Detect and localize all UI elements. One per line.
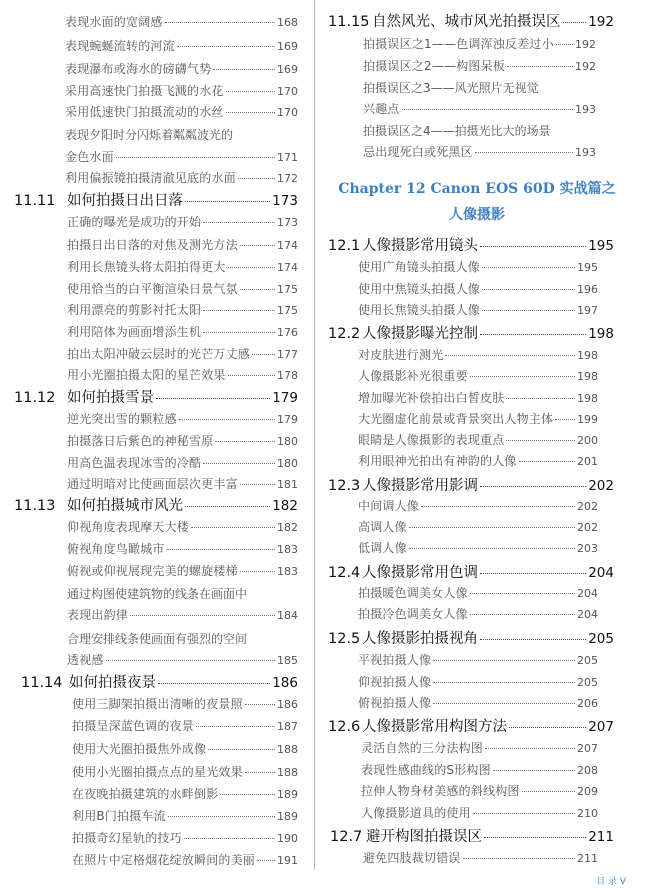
page-number: 199 — [577, 413, 598, 426]
page-number: 189 — [277, 788, 298, 801]
toc-entry[interactable]: 增加曝光补偿拍出白皙皮肤 198 — [358, 391, 598, 405]
toc-entry[interactable]: 利用陪体为画面增添生机 176 — [67, 325, 298, 339]
page-number: 187 — [277, 720, 298, 733]
toc-entry[interactable]: 眼睛是人像摄影的表现重点 200 — [358, 433, 598, 447]
toc-section-12-6[interactable]: 12.6 人像摄影常用构图方法 207 — [328, 719, 614, 735]
toc-entry[interactable]: 平视拍摄人像 205 — [358, 653, 598, 667]
toc-entry[interactable]: 人像摄影补光很重要 198 — [358, 369, 598, 383]
page-number: 191 — [277, 854, 298, 867]
toc-entry[interactable]: 使用小光圈拍摄点点的星光效果 188 — [72, 765, 298, 779]
page-number: 174 — [277, 239, 298, 252]
toc-entry[interactable]: 在照片中定格烟花绽放瞬间的美丽 191 — [72, 853, 298, 867]
page-number: 202 — [588, 478, 614, 494]
toc-entry[interactable]: 表现出韵律 184 — [67, 608, 298, 622]
page-number: 180 — [277, 457, 298, 470]
toc-entry[interactable]: 拍摄暖色调美女人像 204 — [358, 586, 598, 600]
page-number: 198 — [577, 370, 598, 383]
toc-entry[interactable]: 中间调人像 202 — [358, 499, 598, 513]
toc-entry[interactable]: 利用漂亮的剪影衬托太阳 175 — [67, 303, 298, 317]
toc-entry[interactable]: 用小光圈拍摄太阳的星芒效果 178 — [67, 368, 298, 382]
toc-section-11-12[interactable]: 11.12 如何拍摄雪景 179 — [14, 390, 298, 406]
page-number: 183 — [277, 543, 298, 556]
page-number: 208 — [577, 764, 598, 777]
page-number: 192 — [588, 14, 614, 30]
toc-entry[interactable]: 用高色温表现冰雪的冷酷 180 — [67, 456, 298, 470]
page-number: 172 — [277, 172, 298, 185]
toc-entry[interactable]: 俯视或仰视展现完美的螺旋楼梯 183 — [67, 564, 298, 578]
toc-section-11-15[interactable]: 11.15 自然风光、城市风光拍摄误区 192 — [328, 14, 614, 30]
toc-section-12-2[interactable]: 12.2 人像摄影曝光控制 198 — [328, 326, 614, 342]
page-number: 202 — [577, 500, 598, 513]
page-number: 188 — [277, 743, 298, 756]
toc-section-11-14[interactable]: 11.14 如何拍摄夜景 186 — [21, 675, 298, 691]
toc-entry[interactable]: 使用广角镜头拍摄人像 195 — [358, 260, 598, 274]
toc-entry[interactable]: 高调人像 202 — [358, 520, 598, 534]
toc-entry[interactable]: 避免四肢裁切错误 211 — [363, 851, 598, 865]
page-number: 169 — [277, 40, 298, 53]
toc-entry[interactable]: 拍出太阳冲破云层时的光芒万丈感 177 — [67, 347, 298, 361]
toc-entry[interactable]: 利用眼神光拍出有神韵的人像 201 — [358, 454, 598, 468]
toc-entry[interactable]: 大光圈虚化前景或背景突出人物主体 199 — [358, 412, 598, 426]
page-number: 185 — [277, 654, 298, 667]
page-number: 192 — [575, 60, 596, 73]
toc-section-11-11[interactable]: 11.11 如何拍摄日出日落 173 — [14, 193, 298, 209]
page-number: 183 — [277, 565, 298, 578]
page-number: 204 — [577, 608, 598, 621]
toc-entry[interactable]: 使用大光圈拍摄焦外成像 188 — [72, 742, 298, 756]
page-number: 170 — [277, 85, 298, 98]
page-number: 198 — [577, 349, 598, 362]
page-number: 186 — [272, 675, 298, 691]
page-number: 173 — [277, 216, 298, 229]
page-number: 193 — [575, 146, 596, 159]
page-number: 173 — [272, 193, 298, 209]
page-number: 186 — [277, 698, 298, 711]
page-number: 198 — [588, 326, 614, 342]
toc-section-12-3[interactable]: 12.3 人像摄影常用影调 202 — [328, 478, 614, 494]
page-number: 175 — [277, 304, 298, 317]
toc-entry[interactable]: 表现蜿蜒流转的河流 169 — [65, 39, 298, 53]
toc-entry[interactable]: 兴趣点 193 — [363, 102, 596, 116]
page-number: 209 — [577, 785, 598, 798]
toc-entry[interactable]: 拍摄误区之1——色调浑浊反差过小 192 — [363, 37, 596, 51]
toc-entry[interactable]: 在夜晚拍摄建筑的水畔倒影 189 — [72, 787, 298, 801]
page-number: 177 — [277, 348, 298, 361]
page-number: 203 — [577, 542, 598, 555]
toc-entry-line1[interactable]: 合理安排线条使画面有强烈的空间 — [67, 632, 248, 646]
page-number: 180 — [277, 435, 298, 448]
page-number: 201 — [577, 455, 598, 468]
page-number: 207 — [588, 719, 614, 735]
toc-entry[interactable]: 表现性感曲线的S形构图 208 — [361, 763, 598, 777]
page-number: 202 — [577, 521, 598, 534]
page-number: 189 — [277, 810, 298, 823]
toc-section-11-13[interactable]: 11.13 如何拍摄城市风光 182 — [14, 498, 298, 514]
page-number: 195 — [577, 261, 598, 274]
toc-entry-line1[interactable]: 表现夕阳时分闪烁着粼粼波光的 — [65, 128, 234, 142]
page-number: 211 — [588, 829, 614, 845]
toc-entry[interactable]: 利用B门拍摄车流 189 — [72, 809, 298, 823]
column-divider — [314, 0, 315, 870]
toc-entry[interactable]: 金色水面 171 — [65, 150, 298, 164]
toc-entry[interactable]: 忌出现死白或死黑区 193 — [363, 145, 596, 159]
page-number: 205 — [577, 676, 598, 689]
toc-entry[interactable]: 仰视拍摄人像 205 — [358, 675, 598, 689]
page-number: 182 — [277, 521, 298, 534]
page-number: 205 — [588, 631, 614, 647]
page-number: 179 — [272, 390, 298, 406]
toc-entry[interactable]: 表现瀑布或海水的磅礴气势 169 — [65, 62, 298, 76]
toc-entry[interactable]: 使用中焦镜头拍摄人像 196 — [358, 282, 598, 296]
toc-entry[interactable]: 拉伸人物身材美感的斜线构图 209 — [361, 784, 598, 798]
page-footer: 目 录 V — [596, 877, 626, 887]
toc-entry[interactable]: 对皮肤进行测光 198 — [358, 348, 598, 362]
toc-entry[interactable]: 使用长焦镜头拍摄人像 197 — [358, 303, 598, 317]
toc-entry[interactable]: 正确的曝光是成功的开始 173 — [67, 215, 298, 229]
page-number: 192 — [575, 38, 596, 51]
page-number: 179 — [277, 413, 298, 426]
toc-entry[interactable]: 使用恰当的白平衡渲染日景气氛 175 — [67, 282, 298, 296]
toc-entry[interactable]: 灵活自然的三分法构图 207 — [361, 741, 598, 755]
toc-entry-line1[interactable]: 拍摄误区之4——拍摄光比大的场景 — [363, 124, 551, 138]
page-number: 204 — [577, 587, 598, 600]
toc-section-12-5[interactable]: 12.5 人像摄影拍摄视角 205 — [328, 631, 614, 647]
toc-section-12-7[interactable]: 12.7 避开构图拍摄误区 211 — [330, 829, 614, 845]
toc-entry[interactable]: 通过明暗对比使画面层次更丰富 181 — [67, 477, 298, 491]
page-number: 211 — [577, 852, 598, 865]
page-number: 188 — [277, 766, 298, 779]
toc-entry-line1[interactable]: 通过构图使建筑物的线条在画面中 — [67, 587, 248, 601]
chapter-heading: Chapter 12 Canon EOS 60D 实战篇之 人像摄影 — [338, 181, 616, 223]
toc-entry[interactable]: 拍摄落日后紫色的神秘雪原 180 — [67, 434, 298, 448]
page-number: 193 — [575, 103, 596, 116]
page-number: 170 — [277, 106, 298, 119]
toc-entry[interactable]: 人像摄影道具的使用 210 — [361, 806, 598, 820]
toc-entry-line1[interactable]: 拍摄误区之3——风光照片无视觉 — [363, 81, 539, 95]
toc-entry[interactable]: 表现水面的宽阔感 168 — [65, 15, 298, 29]
page-number: 204 — [588, 565, 614, 581]
page-number: 169 — [277, 63, 298, 76]
page-number: 181 — [277, 478, 298, 491]
toc-entry[interactable]: 低调人像 203 — [358, 541, 598, 555]
page-number: 175 — [277, 283, 298, 296]
page-number: 178 — [277, 369, 298, 382]
toc-entry[interactable]: 逆光突出雪的颗粒感 179 — [67, 412, 298, 426]
page-number: 210 — [577, 807, 598, 820]
toc-entry[interactable]: 利用长焦镜头将太阳拍得更大 174 — [67, 260, 298, 274]
page-number: 176 — [277, 326, 298, 339]
toc-section-12-4[interactable]: 12.4 人像摄影常用色调 204 — [328, 565, 614, 581]
page-number: 205 — [577, 654, 598, 667]
page-number: 195 — [588, 238, 614, 254]
toc-entry[interactable]: 采用高速快门拍摄飞溅的水花 170 — [65, 84, 298, 98]
page-number: 198 — [577, 392, 598, 405]
toc-entry[interactable]: 采用低速快门拍摄流动的水丝 170 — [65, 105, 298, 119]
page-number: 207 — [577, 742, 598, 755]
page-number: 184 — [277, 609, 298, 622]
toc-entry[interactable]: 仰视角度表现摩天大楼 182 — [67, 520, 298, 534]
toc-entry[interactable]: 拍摄呈深蓝色调的夜景 187 — [72, 719, 298, 733]
page-number: 190 — [277, 832, 298, 845]
toc-entry[interactable]: 拍摄日出日落的对焦及测光方法 174 — [67, 238, 298, 252]
page-number: 171 — [277, 151, 298, 164]
toc-section-12-1[interactable]: 12.1 人像摄影常用镜头 195 — [328, 238, 614, 254]
toc-entry[interactable]: 拍摄误区之2——构图呆板 192 — [363, 59, 596, 73]
toc-entry[interactable]: 俯视拍摄人像 206 — [358, 696, 598, 710]
toc-entry[interactable]: 利用偏振镜拍摄清澈见底的水面 172 — [65, 171, 298, 185]
page-number: 206 — [577, 697, 598, 710]
page-number: 197 — [577, 304, 598, 317]
page-number: 196 — [577, 283, 598, 296]
toc-entry[interactable]: 透视感 185 — [67, 653, 298, 667]
page-number: 200 — [577, 434, 598, 447]
toc-entry[interactable]: 拍摄奇幻星轨的技巧 190 — [72, 831, 298, 845]
toc-entry[interactable]: 使用三脚架拍摄出清晰的夜景照 186 — [72, 697, 298, 711]
page-number: 174 — [277, 261, 298, 274]
page-number: 182 — [272, 498, 298, 514]
toc-entry[interactable]: 俯视角度鸟瞰城市 183 — [67, 542, 298, 556]
page-number: 168 — [277, 16, 298, 29]
toc-entry[interactable]: 拍摄冷色调美女人像 204 — [358, 607, 598, 621]
